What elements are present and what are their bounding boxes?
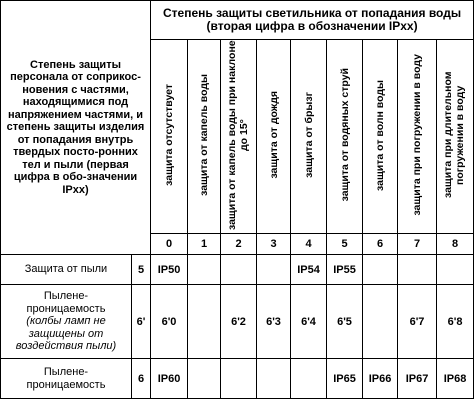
column-header-title: Степень защиты светильника от попадания воды (вторая цифра в обозначении IPxx) [151,1,474,40]
column-number: 4 [291,234,327,255]
row-label-text: Пылене-проницаемость [26,366,106,391]
column-number: 7 [398,234,437,255]
table-cell [291,359,327,399]
column-desc [188,40,221,234]
table-cell: IP50 [151,255,188,285]
column-number: 1 [188,234,221,255]
table-cell [188,255,221,285]
column-desc [221,40,257,234]
row-label [1,359,132,399]
row-digit: 6' [132,285,151,359]
table-cell: 6'8 [437,285,474,359]
column-number: 8 [437,234,474,255]
row-digit: 5 [132,255,151,285]
table-cell [221,359,257,399]
column-desc-text: защита от волн воды [374,79,387,191]
table-cell: IP54 [291,255,327,285]
column-desc [398,40,437,234]
column-desc-text: защита при длительном погружении в воду [442,71,467,199]
table-row [1,255,474,285]
column-number: 6 [363,234,398,255]
row-label-note: (колбы ламп не защищены от воздействия пыли) [15,315,117,353]
table-cell: IP67 [398,359,437,399]
column-desc [291,40,327,234]
table-cell: 6'4 [291,285,327,359]
table-cell: IP55 [327,255,363,285]
column-desc [257,40,291,234]
table-row [1,359,474,399]
column-desc-text: защита отсутствует [163,84,176,186]
column-desc-text: защита от брызг [302,92,315,178]
table-cell: 6'2 [221,285,257,359]
table-cell: 6'5 [327,285,363,359]
column-desc-text: защита от водяных струй [338,68,351,202]
table-cell: IP60 [151,359,188,399]
column-number: 2 [221,234,257,255]
column-desc-text: защита от капель воды при наклоне до 15° [225,40,250,230]
table-cell [257,255,291,285]
table-cell [188,285,221,359]
row-label [1,255,132,285]
column-number: 3 [257,234,291,255]
row-label-text: Пылене-проницаемость [26,290,106,315]
table-cell [398,255,437,285]
table-cell: 6'0 [151,285,188,359]
row-label-text: Защита от пыли [24,263,108,276]
table-cell [437,255,474,285]
table-cell: 6'3 [257,285,291,359]
column-desc [363,40,398,234]
column-desc-text: защита от капель воды [198,74,211,196]
table-cell [188,359,221,399]
row-digit: 6 [132,359,151,399]
column-number: 5 [327,234,363,255]
table-cell: 6'7 [398,285,437,359]
column-desc [437,40,474,234]
row-label [1,285,132,359]
table-cell [257,359,291,399]
table-cell: IP65 [327,359,363,399]
column-desc-text: защита от дождя [267,91,280,179]
column-desc [151,40,188,234]
column-desc-text: защита при погружении в воду [411,54,424,216]
table-cell [221,255,257,285]
row-header-title: Степень защиты персонала от соприкос-новения с частями, находящимися под напряжением частями, и степень защиты изделия от попадания внутрь твердых посто-ронних тел и пыли (первая цифра в обо-значении IPxx) [1,1,151,255]
table-cell [363,255,398,285]
table-row [1,285,474,359]
column-number: 0 [151,234,188,255]
table-cell: IP66 [363,359,398,399]
column-desc [327,40,363,234]
table-cell: IP68 [437,359,474,399]
table-cell [363,285,398,359]
